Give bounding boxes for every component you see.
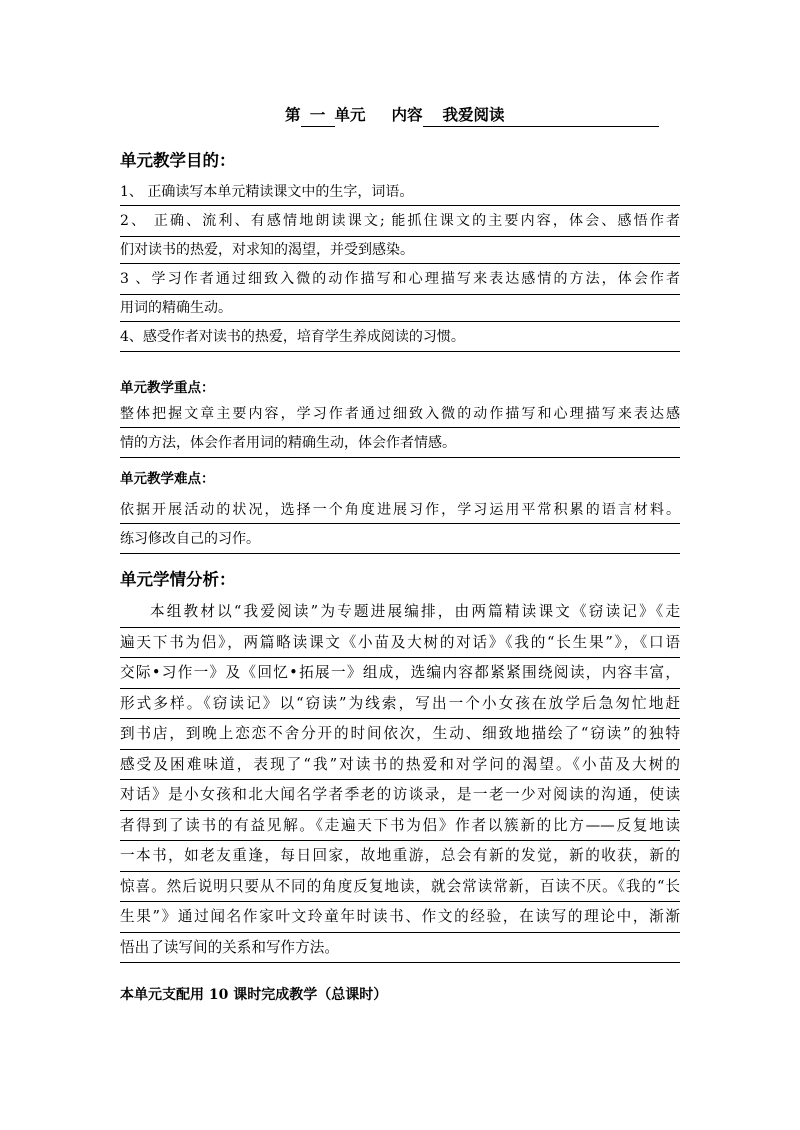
analysis-line: 遍天下书为侣》，两篇略读课文《小苗及大树的对话》《我的“长生果”》，《口语 xyxy=(120,628,680,659)
objective-line: 们对读书的热爱，对求知的渴望，并受到感染。 xyxy=(120,237,680,264)
objective-line: 用词的精确生动。 xyxy=(120,295,680,322)
key-points xyxy=(120,401,680,458)
analysis-line: 悟出了读写间的关系和写作方法。 xyxy=(120,933,680,964)
key-point-line: 情的方法，体会作者用词的精确生动，体会作者情感。 xyxy=(120,428,680,458)
analysis-line: 惊喜。然后说明只要从不同的角度反复地读，就会常读常新，百读不厌。《我的“长 xyxy=(120,872,680,903)
analysis-line: 本组教材以“我爱阅读”为专题进展编排，由两篇精读课文《窃读记》《走 xyxy=(120,597,680,628)
analysis-line: 一本书，如老友重逢，每日回家，故地重游，总会有新的发觉，新的收获，新的 xyxy=(120,841,680,872)
key-points-heading: 单元教学重点： xyxy=(120,380,215,396)
objective-line: 2、 正确、流利、有感情地朗读课文; 能抓住课文的主要内容，体会、感悟作者 xyxy=(120,206,680,237)
difficulties xyxy=(120,497,680,554)
objective-line: 1、 正确读写本单元精读课文中的生字，词语。 xyxy=(120,179,680,206)
analysis-line: 形式多样。《窃读记》以“窃读”为线索，写出一个小女孩在放学后急匆忙地赶 xyxy=(120,689,680,720)
class-hours-note: 本单元支配用 10 课时完成教学（总课时） xyxy=(120,987,388,1003)
objective-line: 4、感受作者对读书的热爱，培育学生养成阅读的习惯。 xyxy=(120,322,680,352)
title-prefix: 第 xyxy=(285,105,301,124)
analysis-line: 交际•习作一》及《回忆•拓展一》组成，选编内容都紧紧围绕阅读，内容丰富， xyxy=(120,658,680,689)
objective-line: 3 、学习作者通过细致入微的动作描写和心理描写来表达感情的方法，体会作者 xyxy=(120,264,680,295)
content-label: 内容 xyxy=(391,105,423,124)
key-point-line: 整体把握文章主要内容，学习作者通过细致入微的动作描写和心理描写来表达感 xyxy=(120,401,680,428)
unit-label: 单元 xyxy=(334,105,366,124)
analysis-line: 对话》是小女孩和北大闻名学者季老的访谈录，是一老一少对阅读的沟通，使读 xyxy=(120,780,680,811)
unit-title xyxy=(285,104,659,127)
difficulties-heading: 单元教学难点： xyxy=(120,471,215,487)
difficulty-line: 练习修改自己的习作。 xyxy=(120,524,680,554)
content-value: 我爱阅读 xyxy=(423,104,659,127)
analysis-line: 感受及困难味道，表现了“我”对读书的热爱和对学问的渴望。《小苗及大树的 xyxy=(120,750,680,781)
analysis-line: 生果”》通过闻名作家叶文玲童年时读书、作文的经验，在读写的理论中，渐渐 xyxy=(120,902,680,933)
analysis-heading: 单元学情分析： xyxy=(120,570,236,589)
objectives-heading: 单元教学目的： xyxy=(120,151,236,170)
difficulty-line: 依据开展活动的状况，选择一个角度进展习作，学习运用平常积累的语言材料。 xyxy=(120,497,680,524)
analysis-paragraph xyxy=(120,597,680,963)
unit-number: 一 xyxy=(301,104,335,127)
analysis-line: 者得到了读书的有益见解。《走遍天下书为侣》作者以簇新的比方——反复地读 xyxy=(120,811,680,842)
analysis-line: 到书店，到晚上恋恋不舍分开的时间依次，生动、细致地描绘了“窃读”的独特 xyxy=(120,719,680,750)
objectives-list xyxy=(120,179,680,352)
